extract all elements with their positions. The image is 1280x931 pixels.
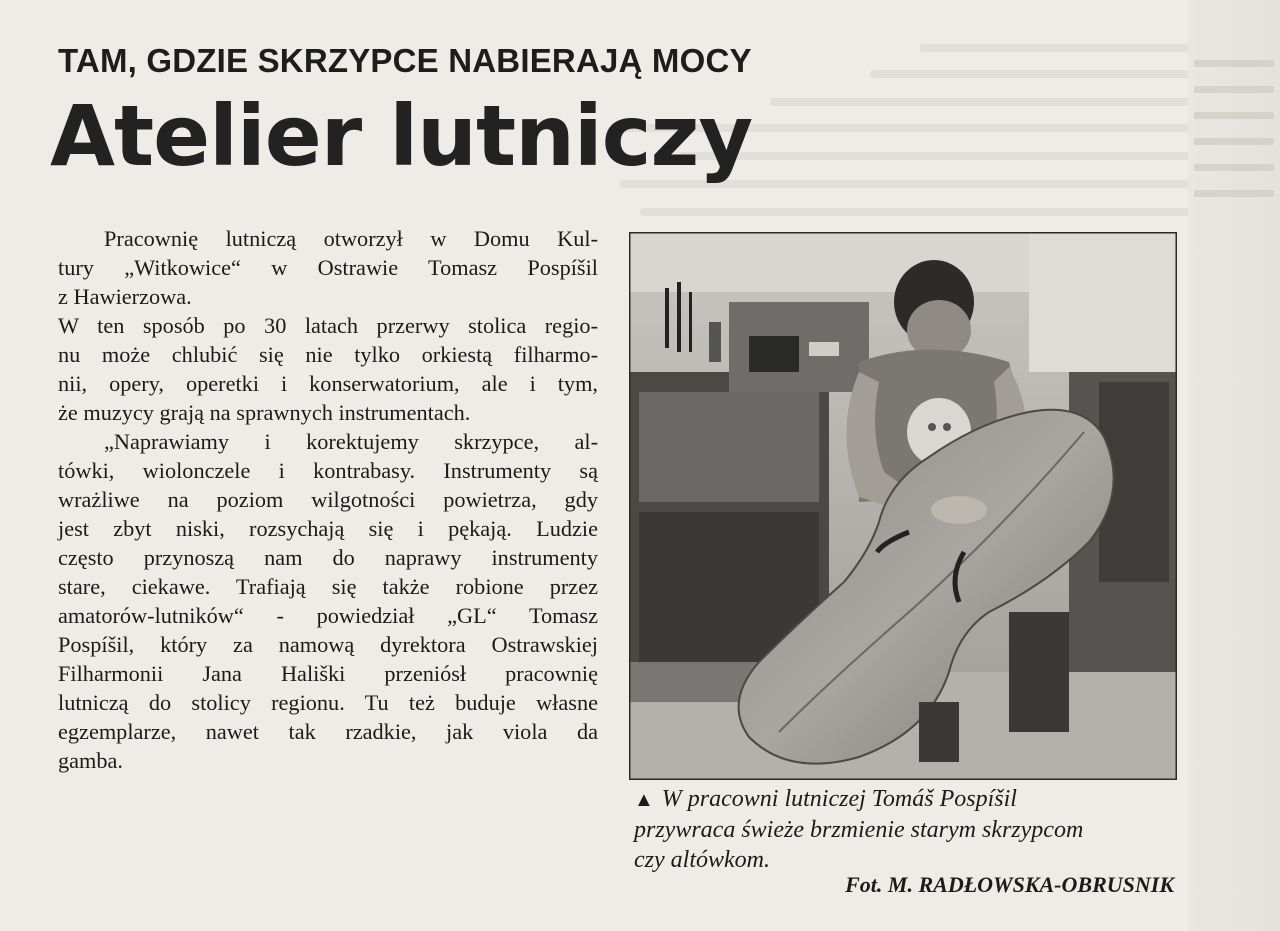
body-line: W ten sposób po 30 latach przerwy stolica regio- — [58, 313, 598, 338]
body-line: jest zbyt niski, rozsychają się i pękają. Ludzie — [58, 516, 598, 541]
body-line: Filharmonii Jana Hališki przeniósł pracownię — [58, 661, 598, 686]
body-line: z Hawierzowa. — [58, 284, 192, 309]
body-line: często przynoszą nam do naprawy instrumenty — [58, 545, 598, 570]
article-photo-luthier-workshop — [629, 232, 1177, 780]
body-line: „Naprawiamy i korektujemy skrzypce, al- — [104, 429, 598, 454]
body-line: nu może chlubić się nie tylko orkiestą filharmo- — [58, 342, 598, 367]
body-line: nii, opery, operetki i konserwatorium, ale i tym, — [58, 371, 598, 396]
body-line: amatorów-lutników“ - powiedział „GL“ Tomasz — [58, 603, 598, 628]
body-line: Pospíšil, który za namową dyrektora Ostrawskiej — [58, 632, 598, 657]
article-kicker: TAM, GDZIE SKRZYPCE NABIERAJĄ MOCY — [58, 42, 752, 79]
adjacent-column-edge — [1188, 0, 1280, 931]
body-line: lutniczą do stolicy regionu. Tu też buduje własne — [58, 690, 598, 715]
article-body — [58, 224, 598, 775]
caption-line-3: czy altówkom. — [634, 847, 770, 873]
body-line: wrażliwe na poziom wilgotności powietrza, gdy — [58, 487, 598, 512]
caption-line-1 — [634, 784, 1178, 815]
caption-text: W pracowni lutniczej Tomáš Pospíšil — [661, 786, 1017, 812]
body-line: stare, ciekawe. Trafiają się także robione przez — [58, 574, 598, 599]
photo-caption — [634, 784, 1178, 875]
caption-line-2: przywraca świeże brzmienie starym skrzypcom — [634, 817, 1084, 843]
triangle-up-icon: ▲ — [634, 789, 654, 811]
body-line: tury „Witkowice“ w Ostrawie Tomasz Pospíšil — [58, 255, 598, 280]
body-line: tówki, wiolonczele i kontrabasy. Instrumenty są — [58, 458, 598, 483]
article-headline: Atelier lutniczy — [50, 87, 753, 185]
photo-credit: Fot. M. RADŁOWSKA-OBRUSNIK — [845, 872, 1174, 897]
body-line: Pracownię lutniczą otworzył w Domu Kul- — [104, 226, 598, 251]
body-line: że muzycy grają na sprawnych instrumentach. — [58, 400, 471, 425]
body-line: gamba. — [58, 748, 124, 773]
body-line: egzemplarze, nawet tak rzadkie, jak viola da — [58, 719, 598, 744]
